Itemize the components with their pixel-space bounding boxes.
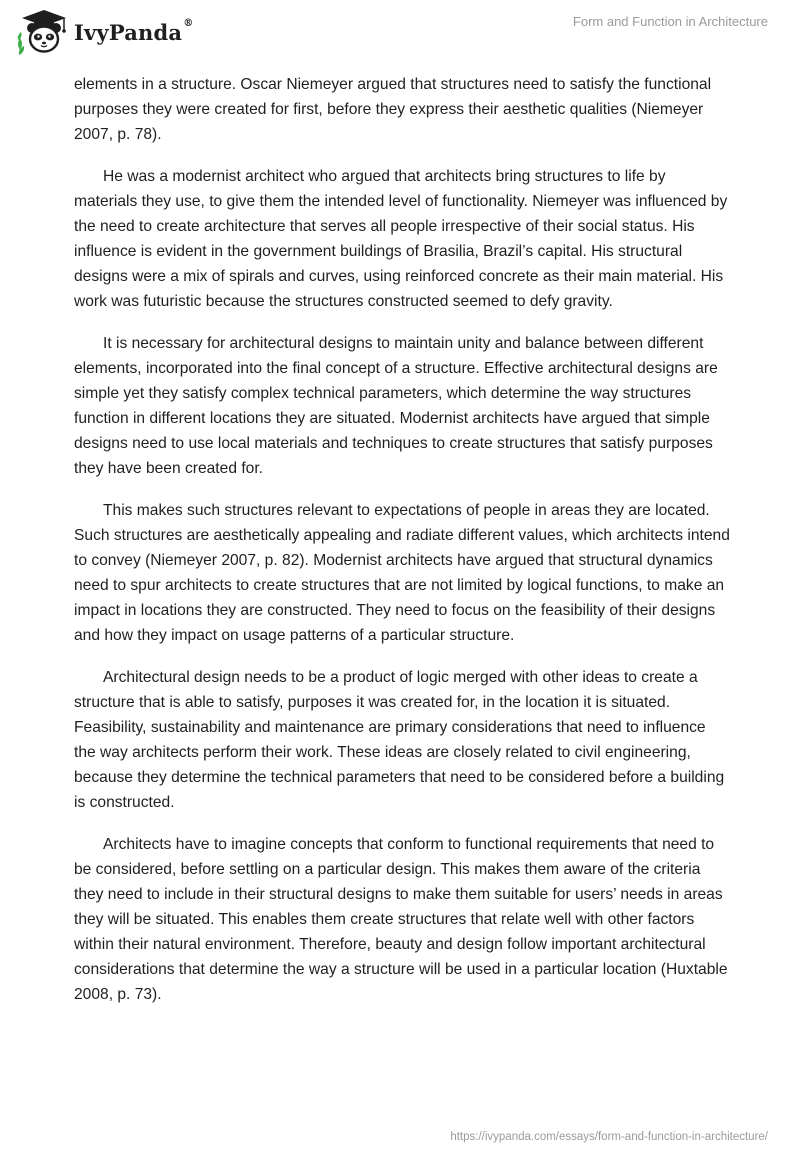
source-url-link[interactable]: https://ivypanda.com/essays/form-and-function-in-architecture/ — [450, 1131, 768, 1143]
paragraph-3: It is necessary for architectural designs to maintain unity and balance between different elements, incorporated into the final concept of a structure. Effective architectural designs are simple yet they satisfy complex technical parameters, which determine the way structures function in different locations they are situated. Modernist architects have argued that simple designs need to use local materials and techniques to create structures that satisfy purposes they have been created for. — [74, 335, 718, 477]
panda-graduate-logo-icon — [14, 8, 70, 56]
essay-body — [74, 72, 730, 1024]
paragraph-6: Architects have to imagine concepts that conform to functional requirements that need to be considered, before settling on a particular design. This makes them aware of the criteria they need to include in their structural designs to make them suitable for users’ needs in areas they will be situated. This enables them create structures that relate well with other factors within their natural environment. Therefore, beauty and design follow important architectural considerations that determine the way a structure will be used in a particular location (Huxtable 2008, p. 73). — [74, 836, 728, 1003]
paragraph-4: This makes such structures relevant to expectations of people in areas they are located. Such structures are aesthetically appealing and radiate different values, which architects intend to convey (Niemeyer 2007, p. 82). Modernist architects have argued that structural dynamics need to spur architects to create structures that are not limited by logical functions, to make an impact in locations they are constructed. They need to focus on the feasibility of their designs and how they impact on usage patterns of a particular structure. — [74, 502, 730, 644]
brand-name: IvyPanda — [74, 19, 183, 45]
registered-mark: ® — [183, 17, 194, 29]
ivypanda-logo[interactable] — [14, 8, 193, 56]
paragraph-1: elements in a structure. Oscar Niemeyer argued that structures need to satisfy the functional purposes they were created for first, before they express their aesthetic qualities (Niemeyer 2007, p. 78). — [74, 76, 712, 143]
document-title: Form and Function in Architecture — [572, 14, 768, 29]
paragraph-5: Architectural design needs to be a product of logic merged with other ideas to create a structure that is able to satisfy, purposes it was created for, in the location it is situated. Feasibility, sustainability and maintenance are primary considerations that need to influence the way architects perform their work. These ideas are closely related to civil engineering, because they determine the technical parameters that need to be considered before a building is constructed. — [74, 669, 725, 811]
paragraph-2: He was a modernist architect who argued that architects bring structures to life by materials they use, to give them the intended level of functionality. Niemeyer was influenced by the need to create architecture that serves all people irrespective of their social status. His influence is evident in the government buildings of Brasilia, Brazil’s capital. His structural designs were a mix of spirals and curves, using reinforced concrete as their main material. His work was futuristic because the structures constructed seemed to defy gravity. — [74, 168, 728, 310]
page-header — [0, 0, 800, 66]
